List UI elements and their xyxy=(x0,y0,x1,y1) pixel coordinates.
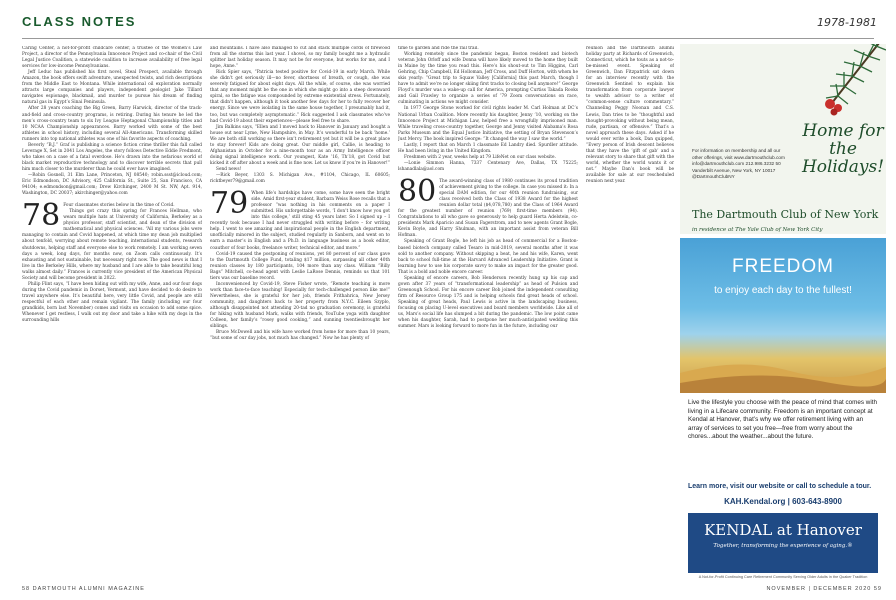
logo-tagline: Together, transforming the experience of aging.® xyxy=(713,543,853,549)
paragraph: —Robin Gosnell, 31 Elm Lane, Princeton, NJ 08540; robin.ssst@icloud.com; Eric Edmondson, DC Advisory, 425 California St., Suite 25, San Francisco, CA 94104; e.edmondson@gmail.com; Drew Kirchinger, 2400 M St. NW, Apt. 914, Washington, DC 20037; akirchinger@yahoo.com xyxy=(22,172,202,197)
column-2 xyxy=(210,46,390,580)
class-year-dropcap: 79 xyxy=(210,186,249,222)
paragraph: Jeff Leduc has published his first novel, Steal Prospect, available through Amazon, the book offers swift adventure, unexpected twists, and rich descriptions from the Middle East to Montana. While international oil exploration normally attracts large companies and players, independent geologist Jake Tillard navigates espionage, blackmail, and murder to pursue his dream of finding natural gas in Egypt’s Sinai Peninsula. xyxy=(22,70,202,106)
paragraph: time to garden and ride the rail trail. xyxy=(398,46,479,51)
paragraph: Bruce McDowell and his wife have worked from home for more than 10 years, “but some of our day jobs, not much has changed.” Now he has plenty of xyxy=(210,330,390,342)
kendal-text-ad xyxy=(680,397,886,592)
paragraph: —Lonie Simmon Hanna, 7337 Centenary Ave, Dallas, TX 75225; lshanadlala@aol.com xyxy=(398,160,578,172)
kendal-photo-ad[interactable] xyxy=(680,238,886,393)
class-year-dropcap: 80 xyxy=(398,173,437,209)
paragraph: Things got crazy this spring for Frances Hellman, who wears multiple hats at University of California, Berkeley as a physics professor, staff scientist, and dean of the division of mathematical and physical sciences. “All my various jobs were managing to contain and Covid happened, at which time my dean job multiplied about tenfold, worrying about remote teaching, international students, research shutdowns, helping staff and everyone else to work remotely. I am working seven days a week, long days, for months now, on Zoom calls continuously. It’s exhausting and not sustainable, but necessary right now. The good news is that I live in the Berkeley Hills, where my husband and I are able to take beautiful long walks almost daily.” Frances is currently vice president of the American Physical Society and will become president in 2022. xyxy=(22,209,202,281)
ad-disclaimer: A Not-for-Profit Continuing Care Retirement Community Serving Older Adults in the Quaker Tradition xyxy=(698,575,868,579)
paragraph: Caring Center, a not-for-profit childcare center, a trustee of the Women’s Law Project, a director of the Pennsylvania Innocence Project and co-chair of the Civil Legal Justice Coalition, a statewide coalition to increase availability of free legal services for low-income Pennsylvanians. xyxy=(22,46,202,70)
paragraph: Beverly “B.J.” Graf is publishing a science fiction crime thriller this fall called Leverage X, Set in 2041 Los Angeles, the story follows Detective Eddie Fredmont, who takes on a case of a fatal overdose. He’s drawn into the nefarious world of black market reproductive technology and to discover terrible secrets that pull him much closer to the murderer than he could ever have imagined. xyxy=(22,142,202,172)
dune-graphic xyxy=(680,353,886,393)
paragraph: —Rick Beyer, 1303 S. Michigan Ave., #1104, Chicago, IL 60605; ricktbeyer79@gmail.com xyxy=(210,172,390,185)
ad-subheadline: to enjoy each day to the fullest! xyxy=(714,285,852,296)
ad-column xyxy=(680,44,886,592)
paragraph: Send news! xyxy=(216,166,242,172)
paragraph: After 28 years coaching the Big Green, Barry Harwick, director of the track-and-field and cross-country programs, is retiring. During his tenure he led the men’s cross-country team to six Ivy League Heptagonal Championship titles and 10 NCAA Championship appearances. Barry worked with some of the best athletes in school history, including several All-Americans. Transforming skilled runners into top national athletes was one of his favorite aspects of coaching. xyxy=(22,106,202,142)
footer-right: NOVEMBER | DECEMBER 2020 59 xyxy=(766,586,882,592)
column-4 xyxy=(586,46,674,580)
paragraph: Freshmen with 2 year, weeks help at 79 LifeNet on our class website. xyxy=(404,154,556,160)
dartmouth-club-ad[interactable] xyxy=(680,44,886,234)
ad-cta[interactable]: Learn more, visit our website or call to schedule a tour. xyxy=(688,483,872,490)
paragraph: Lastly, I report that on March 1 classmate Ed Landry died. Spurdler attitude. He had been living in the United Kingdom. xyxy=(398,142,578,154)
paragraph: Inconvenienced by Covid-19, Steve Fisher wrote, “Remote teaching is more work than face-to-face teaching! Especially for tech-challenged person like me!” Nevertheless, she is grateful for her job, friends Frithahrica, New Jersey community, and daughters back to her property from N.Y.C. Eileen Szyplo, although disappointed not attending 20-tad no graduation ceremony, is grateful for hiking with husband Mark, walks with friends, YouTube yoga with daughter Colleen, her family’s “rosey good cooking,” and sunning twentiesbrought her siblings. xyxy=(210,281,390,330)
paragraph: reunion and the Dartmouth alumni holiday party at Richards of Greenwich, Connecticut, which he touts as a not-to-be-missed event. Speaking of Greenwich, Dan Fitzpatrick sat down for an interview recently with the Greenwich Sentinel to explain his transformation from corporate lawyer to wealth advisor to a writer of “common-sense culture commentary.” Channeling Peggy Noonan and C.S. Lewis, Dan tries to be “thoughtful and thought-provoking without being mean, rude, partisan, or offensive.” That’s a novel approach these days. Asked if he would ever write a book, Dan quipped, “Every person of Irish descent believes that they have the ‘gift of gab’ and a relevant story to share that gift with the world, whether the world wants it or not.” Maybe Dan’s book will be available for sale at our rescheduled reunion next year. xyxy=(586,46,674,185)
kendal-logo xyxy=(688,513,878,573)
ad-headline: Home for the Holidays! xyxy=(801,121,885,177)
paragraph: Covid-19 caused the postponing of reunions, yet 80 percent of our class gave to the Dartmouth College Fund, totaling $17 million, surpassing all other 40th reunion classes by 180 participants, 104 more than any class. William “Billy Bags” Mitchell, co-head agent with Leslie LaRose Dennis, reminds us that 101 tiers was our baseline record. xyxy=(210,251,390,281)
paragraph: Working remotely since the pandemic began, Boston resident and biotech veteran John Orloff and wife Donna will have likely moved to the home they built in Maine by the time you read this. Here’s his shout-out to Tim Higgins, Carl Gehring, Chip Campbell, Ed Holloman, Jeff Cross, and Duff Horton, with whom he skis yearly: “Great trip to Squaw Valley [California] this past March, though I have to admit we’re no longer skiing first tracks to closing bell anymore!” George Floyd’s murder was a wake-up call for America, prompting Curtiss Takada Rooks and Gail Frawley to organize a series of ’79 Zoom conversations on race, culminating in actions we might consider. xyxy=(398,52,578,106)
section-title: CLASS NOTES xyxy=(22,14,137,29)
paragraph: Speaking of Grant Bogle, he left his job as head of commercial for a Boston-based biotech company called Tesaro in mid-2019, several months after it was sold to another company. Without skipping a beat, he and his wife, Karen, went back to school full-time at the Harvard Advanced Leadership Initiative. Grant is learning how to use his corporate savvy to make an impact for the greater good. That is a bold and noble encore career. xyxy=(398,239,578,275)
paragraph: Philip Flint says, “I have been hiding out with my wife, Anne, and our four dogs during the Covid pandemic in Dorset, Vermont, and have decided to do desire to travel anywhere else. It’s beautiful here, very little Covid, and people are still respectful of each other and remain vigilant. The family (including our four grandkids, born last November) comes and visits on occasion to add some spice. Whenever I get restless, I walk out my door and take a hike with my dogs in the surrounding hills xyxy=(22,281,202,324)
paragraph: 79 When life’s hardships have come, some have seen the bright side. Amid first-year student, Barbara Weiss Rose recalls that a professor “was nothing in his comments on a paper I submitted. His unforgettable words, ‘I don’t know how you got into this college,’ still sting 45 years later. So I signed up – I recently took because I had never struggled with writing before – for writing help. I went to see amazing and inspirational people in the English department, unofficially minored in the subject, studied regularly in Sanborn, and went on to earn a master’s in English and a Ph.D. in language business as a book editor, coauthor of four books, freelance writer, technical editor, and more.” xyxy=(210,186,390,251)
ad-body: Live the lifestyle you choose with the peace of mind that comes with living in a Lifecare community. Freedom is an important concept at Kendal at Hanover, that’s why we offer retirement living with an array of services to set you free—free from worry about the chores...about the weather...about the future. xyxy=(688,399,878,441)
ad-headline: FREEDOM xyxy=(732,256,834,277)
paragraph: Rick Spier says, “Patricia tested positive for Covid-19 in early March. While she didn’t get seriously ill—no fever, shortness of breath, or cough, she was severely fatigued for about eight days. All the while, of course, she was worried that any moment might be the one in which she might go into a steep downward spiral, so the fatigue was compounded by extreme existential stress. Fortunately, that didn’t happen, although it took another few days for her to fully recover her energy. Since we were isolating in the same house together, I presumably had it, too, but was completely asymptomatic.” Rick suggested I ask classmates who’ve had Covid-19 about their experiences—please feel free to share. xyxy=(210,70,390,124)
ad-info: For information on membership and all our other offerings, visit www.dartmouthclub.com info@dartmouthclub.com 212.986.3232 50 Vanderbilt Avenue, New York, NY 10017 @DartmouthClubNY xyxy=(692,148,785,180)
paragraph: Speaking of encore careers, Bob Henderson recently hung up his cap and gown after 37 years of “transformational leadership” as head of Pulsion and Greenough School. For his encore career Bob joined the independent consulting firm of Resource Group 175 and is helping schools find great heads of school. Speaking of great heads, Paul Lewis is active in the landscaping business, focusing on placing U-level executives and board members worldwide. Like all of us, Mars’s social life has slumped a bit during the pandemic. The low point came when his daughter, Sarah, had to postpone her much-anticipated wedding this summer. Mars is looking forward to more fun in the future, including our xyxy=(398,275,578,330)
footer-left: 58 DARTMOUTH ALUMNI MAGAZINE xyxy=(22,586,145,592)
paragraph: In 1977 George Stone worked for civil rights leader M. Carl Holman at DC’s National Urban Coalition. More recently his daughter, Jenny ’10, working on the Innocence Project at Michigan Law, helped free a wrongfully imprisoned man. While traveling cross-country together, George and Jenny visited Alabama’s Rosa Parks Museum and the Equal Justice Initiative, the setting of Bryan Stevenson’s Just Mercy. The book inspired George: “It changed the way I saw the world.” xyxy=(398,106,578,142)
class-years: 1978-1981 xyxy=(817,16,877,29)
pine-branch-icon xyxy=(788,44,886,128)
header-rule xyxy=(22,38,874,39)
column-3 xyxy=(398,46,578,580)
paragraph: 78 Four classmates stories below in the time of Covid. xyxy=(22,198,175,234)
ad-contact[interactable]: KAH.Kendal.org | 603-643-8900 xyxy=(724,497,842,506)
paragraph: Jim Balkins says, “Ellen and I moved back to Hanover in January and bought a house out near Lyme, New Hampshire, in May. It’s wonderful to be back ‘home.’ We are both still working so there isn’t retirement yet but it will be a great place to stay forever! Kids are doing great. Our middle girl, Callie, is heading to Afghanistan in October for a nine-month tour as an Army Intelligence officer doing signal intelligence work. Our youngest, Kate ’16, Th’18, got Covid but kicked it off after about a week and is fine now. Let us know if you’re in Hanover!” xyxy=(210,124,390,166)
class-year-dropcap: 78 xyxy=(22,198,61,234)
column-1 xyxy=(22,46,202,580)
paragraph: and mountains. I have also managed to cut and stack multiple cords of firewood from all the storms this last year. I shovel, so my family bought me a hydraulic splitter last holiday season. It may not be for everyone, but works for me, and I hope, Anne.” xyxy=(210,46,390,70)
club-logo: The Dartmouth Club of New York in residence at The Yale Club of New York City xyxy=(692,208,879,233)
paragraph: 80 The award-winning class of 1980 continues its proud tradition of achievement giving to the college. In case you missed it: In a special DAM edition, for our 40th reunion fundraising, our class received both the Class of 1938 Award for the highest reunion dollar total ($4,078,780) and the Class of 1964 Award for the greatest number of reunion (769) first-time members (94). Congratulations to all who gave so generously to help guard Herta Adelstein, co-presidents Mark Aparicio and Susan Fagerstrom, and to new agents Grant Bogle, Kevin Boyle, and Harry Shulman, with an important assist from veteran Bill Hofman. xyxy=(398,173,578,239)
logo-text: KENDAL at Hanover xyxy=(704,521,862,539)
